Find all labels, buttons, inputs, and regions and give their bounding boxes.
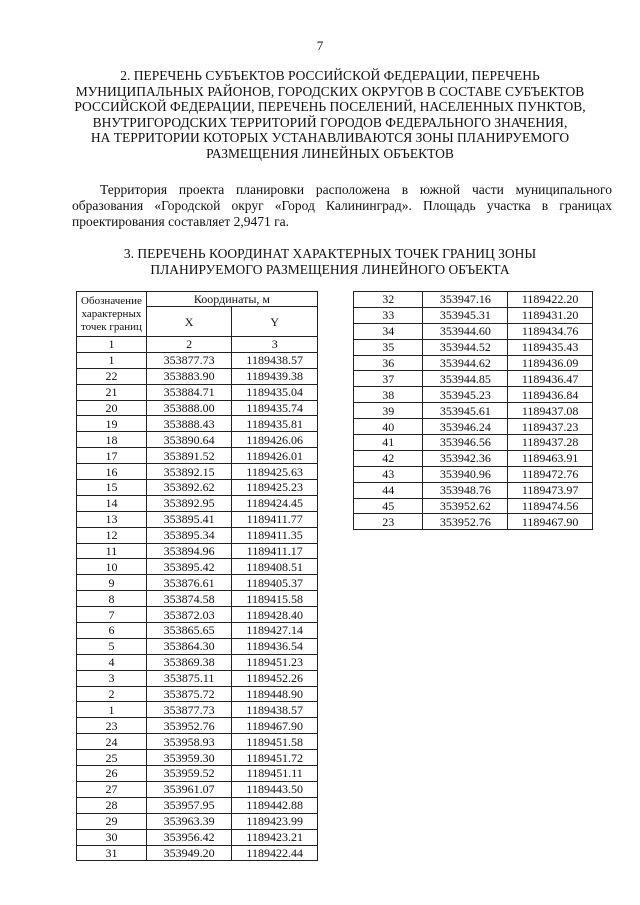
point-number-cell: 4 [77, 654, 147, 670]
table-row [354, 466, 593, 482]
table-row [77, 750, 318, 766]
point-number-cell: 11 [77, 543, 147, 559]
y-coordinate-cell: 1189423.21 [232, 829, 318, 845]
point-number-cell: 37 [354, 371, 423, 387]
point-number-cell: 13 [77, 511, 147, 527]
point-number-cell: 3 [77, 670, 147, 686]
table-row [354, 307, 593, 323]
y-coordinate-cell: 1189443.50 [232, 781, 318, 797]
x-coordinate-cell: 353946.24 [423, 419, 508, 435]
y-coordinate-cell: 1189442.88 [232, 797, 318, 813]
x-coordinate-cell: 353952.76 [423, 514, 508, 530]
y-coordinate-cell: 1189439.38 [232, 368, 318, 384]
y-coordinate-cell: 1189436.54 [232, 638, 318, 654]
y-coordinate-cell: 1189436.47 [508, 371, 593, 387]
point-number-cell: 2 [77, 686, 147, 702]
table-row [354, 403, 593, 419]
point-number-cell: 25 [77, 750, 147, 766]
table-row [77, 766, 318, 782]
y-coordinate-cell: 1189451.58 [232, 734, 318, 750]
table-row [354, 387, 593, 403]
table-row [77, 511, 318, 527]
y-coordinate-cell: 1189435.81 [232, 416, 318, 432]
table-row [354, 339, 593, 355]
x-coordinate-cell: 353952.76 [146, 718, 232, 734]
x-coordinate-cell: 353892.95 [146, 495, 232, 511]
x-coordinate-cell: 353946.56 [423, 435, 508, 451]
x-coordinate-cell: 353961.07 [146, 781, 232, 797]
column-number: 3 [232, 337, 318, 353]
point-number-cell: 18 [77, 432, 147, 448]
table-row [77, 654, 318, 670]
point-number-cell: 19 [77, 416, 147, 432]
x-coordinate-cell: 353944.62 [423, 355, 508, 371]
x-coordinate-cell: 353874.58 [146, 591, 232, 607]
y-coordinate-cell: 1189474.56 [508, 498, 593, 514]
table-row [77, 543, 318, 559]
y-coordinate-cell: 1189434.76 [508, 323, 593, 339]
point-number-cell: 38 [354, 387, 423, 403]
point-number-cell: 22 [77, 368, 147, 384]
table-row [77, 686, 318, 702]
point-number-cell: 29 [77, 813, 147, 829]
x-coordinate-cell: 353890.64 [146, 432, 232, 448]
y-coordinate-cell: 1189411.77 [232, 511, 318, 527]
x-coordinate-cell: 353895.34 [146, 527, 232, 543]
y-coordinate-cell: 1189422.20 [508, 292, 593, 308]
table-row [77, 368, 318, 384]
x-coordinate-cell: 353892.62 [146, 480, 232, 496]
table-row [77, 559, 318, 575]
x-coordinate-cell: 353876.61 [146, 575, 232, 591]
y-coordinate-cell: 1189451.11 [232, 766, 318, 782]
section-2-title-line: НА ТЕРРИТОРИИ КОТОРЫХ УСТАНАВЛИВАЮТСЯ ЗОНЫ ПЛАНИРУЕМОГО [90, 130, 570, 146]
point-number-cell: 41 [354, 435, 423, 451]
point-number-cell: 8 [77, 591, 147, 607]
territory-paragraph [72, 182, 612, 230]
section-2-title-line: МУНИЦИПАЛЬНЫХ РАЙОНОВ, ГОРОДСКИХ ОКРУГОВ В СОСТАВЕ СУБЪЕКТОВ [75, 83, 585, 99]
point-number-cell: 32 [354, 292, 423, 308]
x-coordinate-cell: 353957.95 [146, 797, 232, 813]
x-coordinate-cell: 353864.30 [146, 638, 232, 654]
point-number-cell: 36 [354, 355, 423, 371]
x-coordinate-cell: 353958.93 [146, 734, 232, 750]
point-number-cell: 33 [354, 307, 423, 323]
x-coordinate-cell: 353895.41 [146, 511, 232, 527]
y-coordinate-cell: 1189436.84 [508, 387, 593, 403]
point-number-cell: 7 [77, 607, 147, 623]
table-row [354, 371, 593, 387]
table-row [354, 292, 593, 308]
table-row [354, 435, 593, 451]
point-number-cell: 12 [77, 527, 147, 543]
point-number-cell: 44 [354, 482, 423, 498]
y-coordinate-cell: 1189426.06 [232, 432, 318, 448]
x-coordinate-cell: 353963.39 [146, 813, 232, 829]
y-coordinate-cell: 1189431.20 [508, 307, 593, 323]
point-number-cell: 23 [77, 718, 147, 734]
table-row [77, 734, 318, 750]
table-row [77, 384, 318, 400]
y-coordinate-cell: 1189451.23 [232, 654, 318, 670]
coordinates-table-right [353, 291, 593, 530]
table-row [77, 527, 318, 543]
x-coordinate-cell: 353948.76 [423, 482, 508, 498]
table-row [77, 702, 318, 718]
section-2-title-line: РОССИЙСКОЙ ФЕДЕРАЦИИ, ПЕРЕЧЕНЬ ПОСЕЛЕНИЙ, НАСЕЛЕННЫХ ПУНКТОВ, [74, 99, 586, 115]
point-number-cell: 40 [354, 419, 423, 435]
x-coordinate-cell: 353944.60 [423, 323, 508, 339]
table-row [77, 781, 318, 797]
table-row [77, 416, 318, 432]
table-row [354, 355, 593, 371]
table-row [77, 591, 318, 607]
y-header: Y [232, 307, 318, 337]
table-row [354, 498, 593, 514]
table-row [77, 495, 318, 511]
section-2-title [60, 68, 600, 162]
point-number-cell: 14 [77, 495, 147, 511]
y-coordinate-cell: 1189473.97 [508, 482, 593, 498]
y-coordinate-cell: 1189436.09 [508, 355, 593, 371]
x-coordinate-cell: 353875.72 [146, 686, 232, 702]
y-coordinate-cell: 1189423.99 [232, 813, 318, 829]
x-coordinate-cell: 353952.62 [423, 498, 508, 514]
y-coordinate-cell: 1189428.40 [232, 607, 318, 623]
y-coordinate-cell: 1189415.58 [232, 591, 318, 607]
paragraph-line: образования «Городской округ «Город Калининград». Площадь участка в границах [72, 198, 612, 213]
x-coordinate-cell: 353944.85 [423, 371, 508, 387]
column-number: 2 [146, 337, 232, 353]
table-row [77, 813, 318, 829]
x-coordinate-cell: 353945.31 [423, 307, 508, 323]
point-number-cell: 21 [77, 384, 147, 400]
y-coordinate-cell: 1189424.45 [232, 495, 318, 511]
table-row [77, 575, 318, 591]
y-coordinate-cell: 1189467.90 [232, 718, 318, 734]
y-coordinate-cell: 1189437.23 [508, 419, 593, 435]
y-coordinate-cell: 1189467.90 [508, 514, 593, 530]
x-coordinate-cell: 353942.36 [423, 450, 508, 466]
x-coordinate-cell: 353888.43 [146, 416, 232, 432]
y-coordinate-cell: 1189422.44 [232, 845, 318, 861]
x-coordinate-cell: 353956.42 [146, 829, 232, 845]
y-coordinate-cell: 1189427.14 [232, 623, 318, 639]
point-number-cell: 27 [77, 781, 147, 797]
section-3-title-line: 3. ПЕРЕЧЕНЬ КООРДИНАТ ХАРАКТЕРНЫХ ТОЧЕК ГРАНИЦ ЗОНЫ [123, 246, 537, 261]
x-coordinate-cell: 353947.16 [423, 292, 508, 308]
y-coordinate-cell: 1189437.08 [508, 403, 593, 419]
table-row [354, 450, 593, 466]
x-coordinate-cell: 353892.15 [146, 464, 232, 480]
point-number-cell: 1 [77, 352, 147, 368]
x-coordinate-cell: 353869.38 [146, 654, 232, 670]
x-coordinate-cell: 353959.30 [146, 750, 232, 766]
y-coordinate-cell: 1189452.26 [232, 670, 318, 686]
x-coordinate-cell: 353888.00 [146, 400, 232, 416]
designation-header-line: Обозначение [81, 294, 142, 307]
point-number-cell: 1 [77, 702, 147, 718]
y-coordinate-cell: 1189472.76 [508, 466, 593, 482]
table-row [77, 480, 318, 496]
x-coordinate-cell: 353891.52 [146, 448, 232, 464]
y-coordinate-cell: 1189411.35 [232, 527, 318, 543]
point-number-cell: 17 [77, 448, 147, 464]
point-number-cell: 31 [77, 845, 147, 861]
table-row [77, 448, 318, 464]
point-number-cell: 9 [77, 575, 147, 591]
x-coordinate-cell: 353884.71 [146, 384, 232, 400]
table-row [77, 829, 318, 845]
table-row [77, 845, 318, 861]
y-coordinate-cell: 1189448.90 [232, 686, 318, 702]
y-coordinate-cell: 1189437.28 [508, 435, 593, 451]
y-coordinate-cell: 1189425.63 [232, 464, 318, 480]
y-coordinate-cell: 1189405.37 [232, 575, 318, 591]
y-coordinate-cell: 1189435.43 [508, 339, 593, 355]
table-row [77, 352, 318, 368]
point-number-cell: 45 [354, 498, 423, 514]
point-number-cell: 39 [354, 403, 423, 419]
x-coordinate-cell: 353959.52 [146, 766, 232, 782]
x-coordinate-cell: 353944.52 [423, 339, 508, 355]
point-number-cell: 34 [354, 323, 423, 339]
y-coordinate-cell: 1189426.01 [232, 448, 318, 464]
column-number: 1 [77, 337, 147, 353]
paragraph-line: Территория проекта планировки расположена в южной части муниципального [100, 182, 612, 197]
x-coordinate-cell: 353865.65 [146, 623, 232, 639]
table-row [354, 419, 593, 435]
x-coordinate-cell: 353949.20 [146, 845, 232, 861]
point-number-cell: 16 [77, 464, 147, 480]
table-row [77, 638, 318, 654]
point-number-cell: 23 [354, 514, 423, 530]
table-row [354, 482, 593, 498]
point-number-cell: 35 [354, 339, 423, 355]
point-number-cell: 26 [77, 766, 147, 782]
paragraph-line: проектирования составляет 2,9471 га. [72, 214, 290, 229]
table-row [77, 797, 318, 813]
table-row [77, 400, 318, 416]
y-coordinate-cell: 1189435.04 [232, 384, 318, 400]
coordinates-table-left [76, 291, 318, 861]
y-coordinate-cell: 1189438.57 [232, 702, 318, 718]
y-coordinate-cell: 1189411.17 [232, 543, 318, 559]
x-coordinate-cell: 353877.73 [146, 352, 232, 368]
y-coordinate-cell: 1189435.74 [232, 400, 318, 416]
coordinates-header: Координаты, м [146, 292, 317, 307]
point-number-cell: 28 [77, 797, 147, 813]
table-row [77, 623, 318, 639]
table-row [77, 432, 318, 448]
point-number-cell: 10 [77, 559, 147, 575]
page-number: 7 [316, 38, 324, 53]
point-number-cell: 30 [77, 829, 147, 845]
y-coordinate-cell: 1189438.57 [232, 352, 318, 368]
point-number-cell: 20 [77, 400, 147, 416]
point-number-cell: 15 [77, 480, 147, 496]
designation-header [77, 292, 147, 337]
y-coordinate-cell: 1189408.51 [232, 559, 318, 575]
x-coordinate-cell: 353875.11 [146, 670, 232, 686]
table-row [354, 323, 593, 339]
table-row [77, 670, 318, 686]
point-number-cell: 43 [354, 466, 423, 482]
x-coordinate-cell: 353877.73 [146, 702, 232, 718]
section-2-title-line: РАЗМЕЩЕНИЯ ЛИНЕЙНЫХ ОБЪЕКТОВ [206, 145, 454, 161]
x-coordinate-cell: 353883.90 [146, 368, 232, 384]
table-row [77, 464, 318, 480]
section-3-title [60, 246, 600, 277]
x-header: X [146, 307, 232, 337]
x-coordinate-cell: 353945.61 [423, 403, 508, 419]
x-coordinate-cell: 353894.96 [146, 543, 232, 559]
table-row [354, 514, 593, 530]
section-3-title-line: ПЛАНИРУЕМОГО РАЗМЕЩЕНИЯ ЛИНЕЙНОГО ОБЪЕКТА [150, 261, 510, 277]
x-coordinate-cell: 353872.03 [146, 607, 232, 623]
designation-header-line: точек границ [80, 320, 142, 333]
x-coordinate-cell: 353895.42 [146, 559, 232, 575]
point-number-cell: 24 [77, 734, 147, 750]
section-2-title-line: ВНУТРИГОРОДСКИХ ТЕРРИТОРИЙ ГОРОДОВ ФЕДЕРАЛЬНОГО ЗНАЧЕНИЯ, [92, 114, 568, 130]
point-number-cell: 5 [77, 638, 147, 654]
x-coordinate-cell: 353940.96 [423, 466, 508, 482]
y-coordinate-cell: 1189451.72 [232, 750, 318, 766]
y-coordinate-cell: 1189425.23 [232, 480, 318, 496]
section-2-title-line: 2. ПЕРЕЧЕНЬ СУБЪЕКТОВ РОССИЙСКОЙ ФЕДЕРАЦИИ, ПЕРЕЧЕНЬ [120, 68, 540, 83]
table-row [77, 718, 318, 734]
y-coordinate-cell: 1189463.91 [508, 450, 593, 466]
table-row [77, 607, 318, 623]
point-number-cell: 42 [354, 450, 423, 466]
x-coordinate-cell: 353945.23 [423, 387, 508, 403]
point-number-cell: 6 [77, 623, 147, 639]
designation-header-line: характерных [81, 307, 142, 320]
